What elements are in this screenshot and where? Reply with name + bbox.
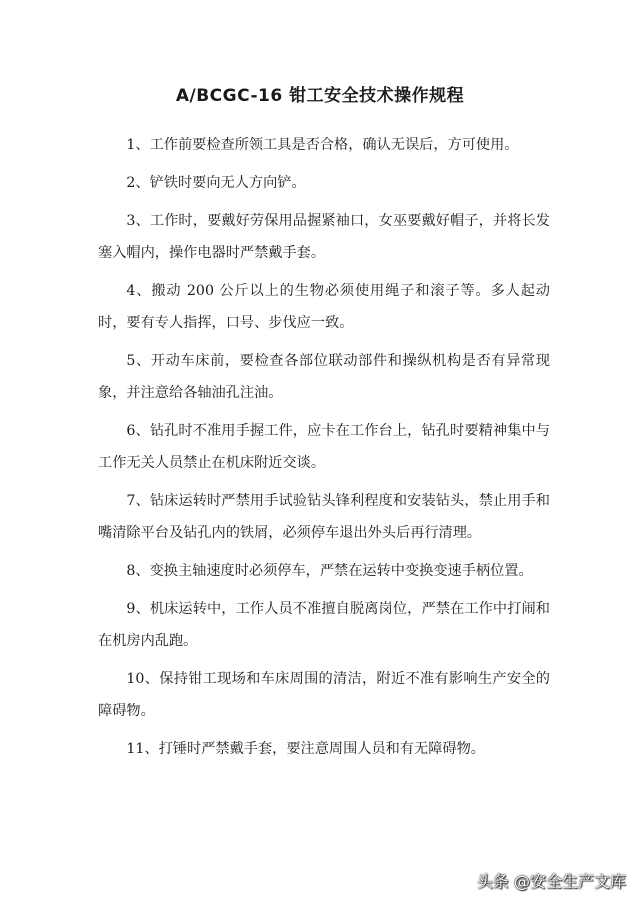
rule-item: 10、保持钳工现场和车床周围的清洁，附近不准有影响生产安全的障碍物。	[98, 671, 550, 719]
rule-item: 11、打锤时严禁戴手套，要注意周围人员和有无障碍物。	[126, 741, 485, 757]
rule-item: 9、机床运转中，工作人员不准擅自脱离岗位，严禁在工作中打闹和在机房内乱跑。	[98, 601, 550, 649]
rule-item: 4、搬动 200 公斤以上的生物必须使用绳子和滚子等。多人起动时，要有专人指挥，口号、步伐应一致。	[98, 283, 550, 331]
rule-item: 3、工作时，要戴好劳保用品握紧袖口，女巫要戴好帽子，并将长发塞入帽内，操作电器时严禁戴手套。	[98, 213, 550, 261]
rule-item: 6、钻孔时不准用手握工件，应卡在工作台上，钻孔时要精神集中与工作无关人员禁止在机床附近交谈。	[98, 423, 550, 471]
rule-item: 1、工作前要检查所领工具是否合格，确认无误后，方可使用。	[126, 137, 519, 153]
rule-item: 5、开动车床前，要检查各部位联动部件和操纵机构是否有异常现象，并注意给各轴油孔注油。	[98, 353, 550, 401]
rules-list	[98, 129, 550, 771]
rule-item: 8、变换主轴速度时必须停车，严禁在运转中变换变速手柄位置。	[126, 563, 533, 579]
watermark: 头条 @安全生产文库	[476, 872, 626, 891]
rule-item: 7、钻床运转时严禁用手试验钻头锋利程度和安装钻头，禁止用手和嘴清除平台及钻孔内的铁屑，必须停车退出外头后再行清理。	[98, 493, 550, 541]
document-title: A/BCGC-16 钳工安全技术操作规程	[175, 86, 465, 106]
rule-item: 2、铲铁时要向无人方向铲。	[126, 175, 306, 191]
